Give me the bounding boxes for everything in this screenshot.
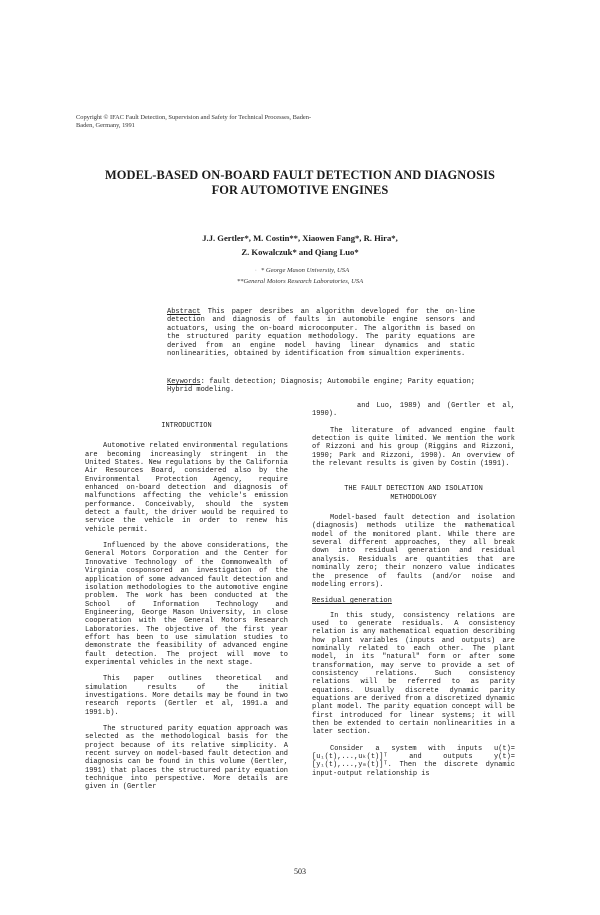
keywords-text: fault detection; Diagnosis; Automobile engine; Parity equation; Hybrid modeling. — [167, 378, 475, 395]
affiliation-gmu: * George Mason University, USA — [260, 267, 350, 274]
paragraph: Consider a system with inputs u(t)=[u₁(t),...,uₖ(t)]ᵀ and outputs y(t)=[y₁(t),...,yₘ(t)]ᵀ. Then the discrete dynamic input-output relationship is — [312, 744, 515, 778]
subsection-heading-residual-generation: Residual generation — [312, 597, 392, 606]
affiliation-line-1 — [100, 265, 500, 276]
paragraph: Influenced by the above considerations, the General Motors Corporation and the Center for Innovative Technology of the Commonwealth of Virginia cosponsored an investigation of the application of some advanced fault detection and isolation methodologies to the automotive engine problem. The work has been conducted at the School of Information Technology and Engineering, George Mason University, in close cooperation with the General Motors Research Laboratories. The objective of the first year effort has been to use simulation studies to demonstrate the feasibility of advanced engine fault detection. The project will move to experimental vehicles in the next stage. — [85, 542, 288, 667]
author-list — [100, 232, 500, 259]
paragraph: In this study, consistency relations are used to generate residuals. A consistency relation is any mathematical equation describing how plant variables (inputs and outputs) are nominally related to each other. The plant model, in its "natural" form or after some transformation, may serve to provide a set of consistency relations. Such consistency relations will be referred to as parity equations. Usually discrete dynamic parity equations are derived from a discretized dynamic plant model. The parity equation concept will be first introduced for linear systems; it will then be extended to certain nonlinearities in a later section. — [312, 611, 515, 737]
paper-title: MODEL-BASED ON-BOARD FAULT DETECTION AND DIAGNOSIS FOR AUTOMOTIVE ENGINES — [105, 168, 495, 197]
left-column — [85, 402, 288, 800]
keywords-block: Keywords: fault detection; Diagnosis; Automobile engine; Parity equation; Hybrid modeling. — [167, 378, 475, 395]
paragraph: The literature of advanced engine fault detection is quite limited. We mention the work of Rizzoni and his group (Riggins and Rizzoni, 1990; Park and Rizzoni, 1990). An overview of the relevant results is given by Costin (1991). — [312, 426, 515, 469]
affiliations — [100, 265, 500, 287]
affiliation-line-2: **General Motors Research Laboratories, USA — [236, 278, 364, 285]
section-heading-methodology: THE FAULT DETECTION AND ISOLATION METHODOLOGY — [344, 485, 483, 502]
paragraph-continued: and Luo, 1989) and (Gertler et al, 1990). — [312, 402, 515, 419]
abstract-label: Abstract — [167, 308, 201, 316]
page-number: 503 — [294, 867, 306, 876]
paragraph: The structured parity equation approach was selected as the methodological basis for the project because of its relative simplicity. A recent survey on model-based fault detection and diagnosis can be found in this volume (Gertler, 1991) that places the structured parity equation technique into perspective. More details are given in (Gertler — [85, 725, 288, 792]
keywords-label: Keywords — [167, 378, 201, 386]
abstract-text: This paper desribes an algorithm developed for the on-line detection and diagnosis of faults in automobile engine sensors and actuators, using the on-board microcomputer. The algorithm is based on the structured parity equation methodology. The parity equations are derived from an engine model having linear dynamics and static nonlinearities, obtained by identification from simualtion experiments. — [167, 308, 476, 359]
abstract-block — [167, 308, 475, 358]
paragraph: This paper outlines theoretical and simulation results of the initial investigations. More details may be found in two research reports (Gertler et al, 1991.a and 1991.b). — [85, 675, 288, 717]
paragraph: Automotive related environmental regulations are becoming increasingly stringent in the United States. New regulations by the California Air Resources Board, considered also by the Environmental Protection Agency, require enhanced on-board detection and diagnosis of malfunctions affecting the vehicle's emission performance. Conceivably, should the system detect a fault, the driver would be required to service the vehicle in order to renew his vehicle permit. — [85, 442, 288, 534]
tick-mark: · — [254, 267, 257, 274]
right-column — [312, 402, 515, 786]
author-line-1: J.J. Gertler*, M. Costin**, Xiaowen Fang*, R. Hira*, — [202, 233, 398, 243]
section-heading-introduction: INTRODUCTION — [161, 422, 212, 430]
copyright-notice: Copyright © IFAC Fault Detection, Supervision and Safety for Technical Processes, Baden-Baden, Germany, 1991 — [76, 114, 312, 129]
author-line-2: Z. Kowalczuk* and Qiang Luo* — [241, 246, 359, 257]
paragraph: Model-based fault detection and isolation (diagnosis) methods utilize the mathematical model of the monitored plant. While there are several different approaches, they all break down into residual generation and residual analysis. Residuals are quantities that are nominally zero; their nonzero value indicates the presence of faults (and/or noise and modeling errors). — [312, 514, 515, 589]
